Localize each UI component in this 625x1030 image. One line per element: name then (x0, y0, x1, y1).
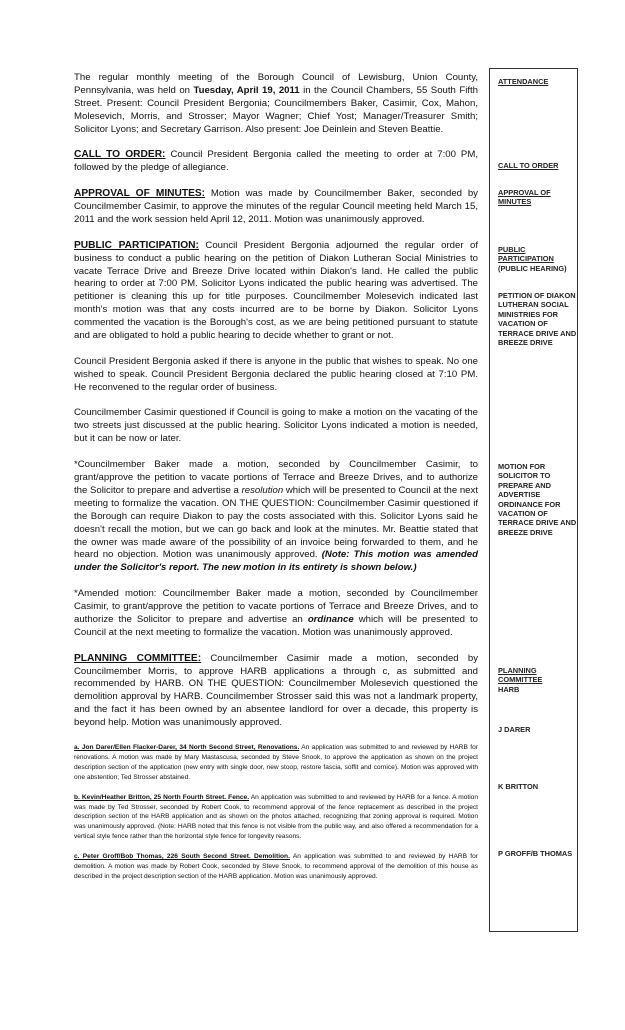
sidebar-public-participation: PUBLIC PARTICIPATION (PUBLIC HEARING) (498, 245, 567, 273)
harb-item-c: c. Peter Groff/Bob Thomas, 226 South Second Street. Demolition. An application was submitted to and reviewed by HARB for demolition. A motion was made by Robert Cook, seconded by Steve Snook, to recommend approval of the demolition of this house as described in the project description section of the HARB application. Motion was unanimously approved. (74, 853, 478, 880)
original-motion-paragraph: *Councilmember Baker made a motion, seconded by Councilmember Casimir, to grant/approve the petition to vacate portions of Terrace and Breeze Drives, and to authorize the Solicitor to prepare and advertise a resolution which will be presented to Council at the next meeting to formalize the vacation. ON THE QUESTION: Councilmember Casimir questioned if the Borough can require Diakon to pay the costs associated with this. Solicitor Lyons said he doesn't recall the motion, but we can go back and look at the minutes. Mr. Beattie stated that the owner was made aware of the possibility of an invoice being forwarded to them, and he heard no objection. Motion was unanimously approved. (Note: This motion was amended under the Solicitor's report. The new motion in its entirety is shown below.) (74, 459, 478, 574)
call-to-order-paragraph: CALL TO ORDER: Council President Bergonia called the meeting to order at 7:00 PM, followed by the pledge of allegiance. (74, 149, 478, 174)
attendance-paragraph: The regular monthly meeting of the Borough Council of Lewisburg, Union County, Pennsylvania, was held on Tuesday, April 19, 2011 in the Council Chambers, 55 South Fifth Street. Present: Council President Bergonia; Councilmembers Baker, Casimir, Cox, Mahon, Molesevich, Morris, and Strosser; Mayor Wagner; Chief Yost; Manager/Treasurer Smith; Solicitor Lyons; and Secretary Garrison. Also present: Joe Deinlein and Steven Beattie. (74, 72, 479, 135)
casimir-question-paragraph: Councilmember Casimir questioned if Council is going to make a motion on the vacating of the two streets just discussed at the public hearing. Solicitor Lyons indicated a motion is needed, but it can be now or later. (74, 407, 478, 445)
approval-of-minutes-heading: APPROVAL OF MINUTES: (74, 188, 206, 200)
call-to-order-heading: CALL TO ORDER: (74, 149, 166, 161)
public-participation-heading: PUBLIC PARTICIPATION: (74, 239, 199, 251)
approval-of-minutes-paragraph: APPROVAL OF MINUTES: Motion was made by Councilmember Baker, seconded by Councilmember Casimir, to approve the minutes of the regular Council meeting held March 15, 2011 and the work session held April 12, 2011. Motion was unanimously approved. (74, 188, 478, 225)
planning-committee-paragraph: PLANNING COMMITTEE: Councilmember Casimir made a motion, seconded by Councilmember Morris, to approve HARB applications a through c, as submitted and recommended by HARB. ON THE QUESTION: Councilmember Molesevich questioned the demolition approval by HARB. Councilmember Strosser said this was not a landmark property, and the fact it has been owned by an absentee landlord for over a decade, this property is beyond help. Motion was unanimously approved. (74, 652, 478, 729)
amendment-note: (Note: This motion was amended under the Solicitor's report. The new motion in its entirety is shown below.) (74, 549, 478, 574)
sidebar-p-groff: P GROFF/B THOMAS (498, 849, 573, 858)
harb-item-a: a. Jon Darer/Ellen Flacker-Darer, 34 North Second Street, Renovations. An application was submitted to and reviewed by HARB for renovations. A motion was made by Mary Mastascusa, seconded by Steve Snook, to approve the application as shown on the project description section of the application (new entry with single door, new stoop, restore fascia, soffit and cornice). Motion was approved with one abstention; Ted Strosser abstained. (74, 743, 478, 781)
public-participation-paragraph: PUBLIC PARTICIPATION: Council President Bergonia adjourned the regular order of business to conduct a public hearing on the petition of Diakon Lutheran Social Ministries to vacate Terrace Drive and Breeze Drive located within Diakon's land. He called the public hearing to order at 7:00 PM. Solicitor Lyons indicated the public hearing was advertised. The petitioner is cleaning this up for title purposes. Councilmember Molesevich indicated last month's motion was that any costs incurred are to be borne by Diakon. Solicitor Lyons commented the vacation is the Borough's cost, as we are being petitioned pursuant to statute and are obligated to hold a public hearing to decide whether to grant or not. (74, 239, 479, 342)
sidebar-motion: MOTION FOR SOLICITOR TO PREPARE AND ADVERTISE ORDINANCE FOR VACATION OF TERRACE DRIVE AND BREEZE DRIVE (498, 462, 577, 537)
amended-motion-paragraph: *Amended motion: Councilmember Baker made a motion, seconded by Councilmember Casimir, to grant/approve the petition to vacate portions of Terrace and Breeze Drives, and to authorize the Solicitor to prepare and advertise an ordinance which will be presented to Council at the next meeting to formalize the vacation. Motion was unanimously approved. (74, 588, 478, 638)
sidebar-k-britton: K BRITTON (498, 782, 539, 791)
sidebar-attendance: ATTENDANCE (498, 77, 549, 86)
public-hearing-closed-paragraph: Council President Bergonia asked if there is anyone in the public that wishes to speak. No one wished to speak. Council President Bergonia declared the public hearing closed at 7:10 PM. He reconvened to the regular order of business. (74, 355, 478, 393)
sidebar-planning-committee: PLANNING COMMITTEE HARB (498, 666, 543, 694)
sidebar-j-darer: J DARER (498, 725, 531, 734)
harb-item-b: b. Kevin/Heather Britton, 25 North Fourth Street. Fence. An application was submitted to and reviewed by HARB for a fence. A motion was made by Ted Strosser, seconded by Robert Cook, to recommend approval of the fence replacement as described in the project description section of the HARB application and as shown on the photos attached, recognizing that zoning approval is required. Motion was unanimously approved. (Note: HARB noted that this fence is not visible from the public way, and also offered a recommendation for a vertical style fence rather than the horizontal style fence for longevity reasons. (74, 793, 478, 841)
sidebar-petition: PETITION OF DIAKON LUTHERAN SOCIAL MINISTRIES FOR VACATION OF TERRACE DRIVE AND BREEZE DRIVE (498, 291, 577, 348)
sidebar-approval-of-minutes: APPROVAL OF MINUTES (498, 188, 551, 207)
planning-committee-heading: PLANNING COMMITTEE: (74, 652, 202, 664)
margin-notes-box (489, 68, 578, 932)
minutes-body (74, 72, 478, 892)
sidebar-call-to-order: CALL TO ORDER (498, 161, 559, 170)
meeting-date: Tuesday, April 19, 2011 (193, 84, 300, 96)
